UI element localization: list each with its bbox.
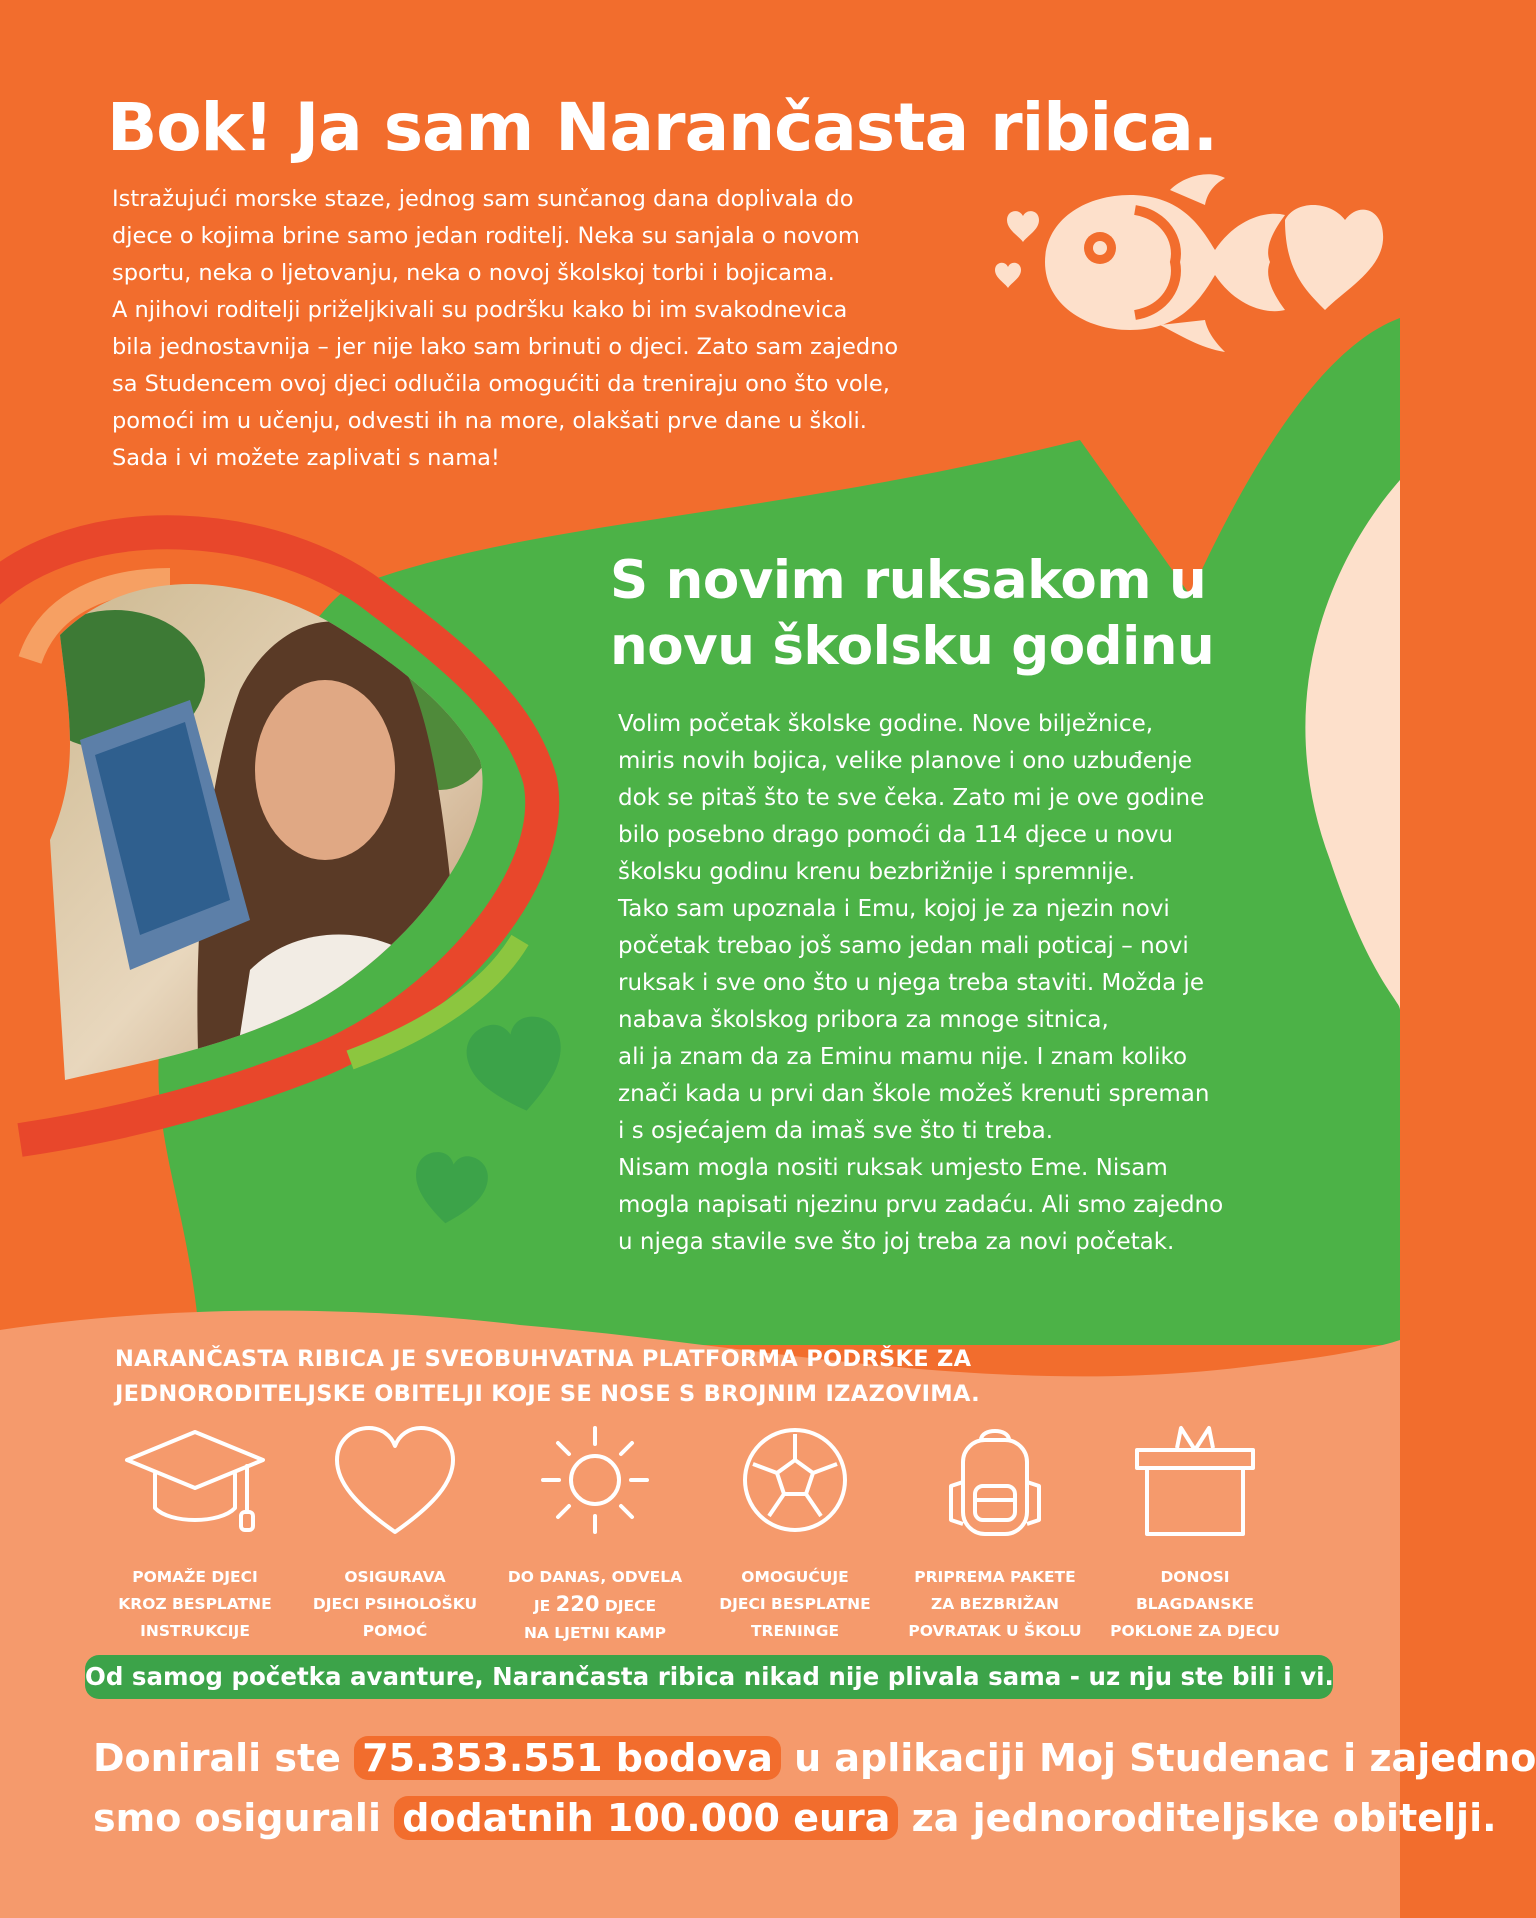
feature-label-line: OMOGUĆUJE [741, 1568, 849, 1586]
feature-label-line: INSTRUKCIJE [140, 1622, 250, 1640]
feature-label-line: OSIGURAVA [344, 1568, 446, 1586]
feature-label-line: POKLONE ZA DJECU [1110, 1622, 1280, 1640]
platform-heading [115, 1342, 980, 1412]
sun-icon [515, 1420, 675, 1540]
feature-label-line: BLAGDANSKE [1135, 1595, 1254, 1613]
donation-summary [93, 1728, 1536, 1848]
feature-label [95, 1564, 295, 1645]
story-line: u njega stavile sve što joj treba za novi početak. [618, 1229, 1175, 1255]
feature-label-line: PRIPREMA PAKETE [914, 1568, 1076, 1586]
intro-line: pomoći im u učenju, odvesti ih na more, olakšati prve dane u školi. [112, 408, 867, 434]
intro-line: Istražujući morske staze, jednog sam sunčanog dana doplivala do [112, 186, 854, 212]
story-heading-line: S novim ruksakom u [610, 550, 1207, 611]
features-row [95, 1420, 1345, 1642]
intro-line: bila jednostavnija – jer nije lako sam brinuti o djeci. Zato sam zajedno [112, 334, 899, 360]
feature-label-line: DO DANAS, ODVELA [507, 1568, 683, 1586]
gift-box-icon [1115, 1420, 1275, 1540]
story-line: Nisam mogla nositi ruksak umjesto Eme. Nisam [618, 1155, 1168, 1181]
fish-logo-icon [985, 170, 1385, 355]
story-heading [610, 548, 1214, 680]
feature-item [295, 1420, 495, 1640]
story-line: ruksak i sve ono što u njega treba staviti. Možda je [618, 970, 1205, 996]
story-line: školsku godinu krenu bezbrižnije i spremnije. [618, 859, 1136, 885]
platform-line: NARANČASTA RIBICA JE SVEOBUHVATNA PLATFORMA PODRŠKE ZA [115, 1346, 972, 1372]
story-line: i s osjećajem da imaš sve što ti treba. [618, 1118, 1054, 1144]
points-highlight: 75.353.551 bodova [354, 1736, 781, 1780]
story-line: znači kada u prvi dan škole možeš krenuti spreman [618, 1081, 1210, 1107]
feature-label-line: DJECI PSIHOLOŠKU [312, 1595, 478, 1613]
story-line: mogla napisati njezinu prvu zadaću. Ali smo zajedno [618, 1192, 1224, 1218]
green-heart-icon [465, 1015, 570, 1120]
intro-line: sportu, neka o ljetovanju, neka o novoj školskoj torbi i bojicama. [112, 260, 835, 286]
donation-text: Donirali ste [93, 1736, 341, 1780]
feature-item [495, 1420, 695, 1642]
feature-item [95, 1420, 295, 1640]
feature-label-line: TRENINGE [750, 1622, 840, 1640]
highlight-number: 220 [555, 1592, 600, 1616]
intro-line: djece o kojima brine samo jedan roditelj. Neka su sanjala o novom [112, 223, 860, 249]
story-line: nabava školskog pribora za mnoge sitnica, [618, 1007, 1109, 1033]
feature-label-line: ZA BEZBRIŽAN [931, 1595, 1059, 1613]
green-banner: Od samog početka avanture, Narančasta ribica nikad nije plivala sama - uz nju ste bili i vi. [85, 1655, 1333, 1699]
backpack-icon [915, 1420, 1075, 1540]
story-line: dok se pitaš što te sve čeka. Zato mi je ove godine [618, 785, 1205, 811]
feature-label-line: NA LJETNI KAMP [523, 1624, 667, 1642]
feature-label [695, 1564, 895, 1645]
donation-line [93, 1788, 1536, 1848]
story-text [618, 706, 1278, 1261]
feature-label [895, 1564, 1095, 1645]
feature-label-line: POMOĆ [362, 1622, 428, 1640]
story-line: ali ja znam da za Eminu mamu nije. I znam koliko [618, 1044, 1188, 1070]
feature-item [895, 1420, 1095, 1640]
green-heart-icon [410, 1150, 490, 1230]
donation-text: smo osigurali [93, 1796, 381, 1840]
intro-line: sa Studencem ovoj djeci odlučila omogućiti da treniraju ono što vole, [112, 371, 890, 397]
story-line: miris novih bojica, velike planove i ono uzbuđenje [618, 748, 1193, 774]
feature-label-line: JE 220 DJECE [533, 1592, 657, 1616]
feature-label-line: KROZ BESPLATNE [118, 1595, 272, 1613]
graduation-cap-icon [115, 1420, 275, 1540]
intro-line: A njihovi roditelji priželjkivali su podršku kako bi im svakodnevica [112, 297, 848, 323]
feature-item [695, 1420, 895, 1640]
feature-label-line: POVRATAK U ŠKOLU [908, 1622, 1082, 1640]
platform-line: JEDNORODITELJSKE OBITELJI KOJE SE NOSE S BROJNIM IZAZOVIMA. [115, 1381, 980, 1407]
donation-text: u aplikaciji Moj Studenac i zajedno [794, 1736, 1536, 1780]
story-line: Tako sam upoznala i Emu, kojoj je za njezin novi [618, 896, 1170, 922]
feature-label [295, 1564, 495, 1645]
feature-label-line: DONOSI [1160, 1568, 1230, 1586]
story-line: Volim početak školske godine. Nove bilježnice, [618, 711, 1154, 737]
intro-line: Sada i vi možete zaplivati s nama! [112, 445, 500, 471]
feature-label-line: POMAŽE DJECI [132, 1568, 258, 1586]
donation-line [93, 1728, 1536, 1788]
story-heading-line: novu školsku godinu [610, 616, 1215, 677]
feature-label-line: DJECI BESPLATNE [719, 1595, 871, 1613]
feature-label [495, 1564, 695, 1647]
donation-text: za jednoroditeljske obitelji. [911, 1796, 1497, 1840]
page-title: Bok! Ja sam Narančasta ribica. [107, 89, 1217, 166]
intro-text [112, 181, 1012, 477]
football-icon [715, 1420, 875, 1540]
amount-highlight: dodatnih 100.000 eura [394, 1796, 898, 1840]
heart-icon [315, 1420, 475, 1540]
feature-label [1095, 1564, 1295, 1645]
story-line: početak trebao još samo jedan mali poticaj – novi [618, 933, 1189, 959]
story-line: bilo posebno drago pomoći da 114 djece u novu [618, 822, 1173, 848]
feature-item [1095, 1420, 1295, 1640]
